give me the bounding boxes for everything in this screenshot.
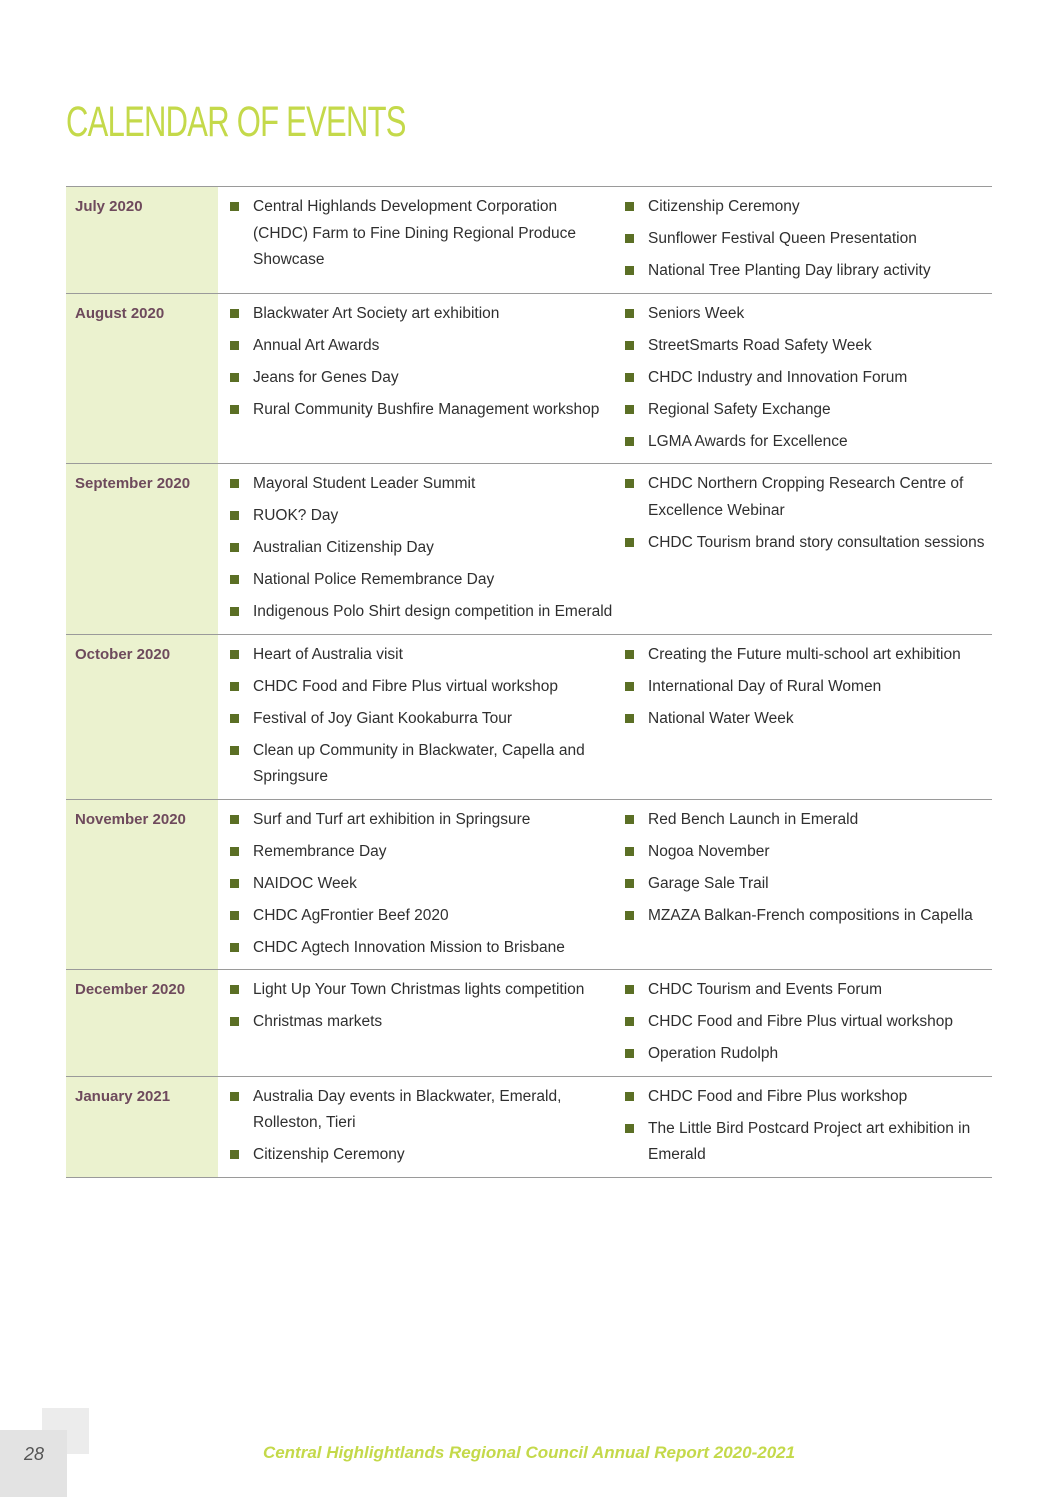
event-list (613, 800, 992, 938)
event-item (613, 1041, 992, 1068)
square-bullet-icon (625, 1092, 634, 1101)
event-text: CHDC Tourism brand story consultation sessions (648, 533, 985, 551)
event-text: Operation Rudolph (648, 1045, 779, 1062)
events-column (613, 293, 992, 464)
event-list (613, 294, 992, 464)
event-text: Seniors Week (648, 304, 745, 322)
event-text: Australian Citizenship Day (253, 539, 434, 556)
square-bullet-icon (625, 234, 634, 243)
square-bullet-icon (625, 202, 634, 211)
square-bullet-icon (625, 538, 634, 547)
event-item (218, 706, 613, 733)
event-item (613, 1084, 992, 1111)
month-row (66, 1076, 992, 1177)
square-bullet-icon (625, 650, 634, 659)
event-text: Annual Art Awards (253, 336, 380, 354)
event-item (218, 471, 613, 498)
event-item (218, 333, 613, 360)
event-text: Citizenship Ceremony (253, 1146, 405, 1163)
square-bullet-icon (625, 847, 634, 856)
event-item (218, 599, 613, 626)
square-bullet-icon (230, 650, 239, 659)
event-item (613, 429, 992, 456)
page-title: CALENDAR OF EVENTS (66, 98, 406, 146)
square-bullet-icon (230, 543, 239, 552)
square-bullet-icon (230, 607, 239, 616)
month-row (66, 799, 992, 970)
month-label: August 2020 (66, 293, 218, 464)
event-text: Sunflower Festival Queen Presentation (648, 230, 917, 247)
event-text: The Little Bird Postcard Project art exhibition in Emerald (648, 1119, 971, 1163)
square-bullet-icon (230, 405, 239, 414)
event-text: LGMA Awards for Excellence (648, 432, 848, 450)
events-column (218, 187, 613, 294)
event-item (613, 397, 992, 424)
event-item (218, 807, 613, 834)
event-item (613, 301, 992, 328)
square-bullet-icon (230, 815, 239, 824)
square-bullet-icon (625, 682, 634, 691)
event-item (613, 226, 992, 253)
month-label: October 2020 (66, 634, 218, 799)
event-text: RUOK? Day (253, 507, 339, 524)
event-text: Surf and Turf art exhibition in Springsure (253, 810, 531, 828)
events-column (613, 634, 992, 799)
event-item (613, 1009, 992, 1036)
events-column (218, 634, 613, 799)
event-item (613, 807, 992, 834)
event-text: Creating the Future multi-school art exhibition (648, 645, 961, 663)
square-bullet-icon (625, 373, 634, 382)
event-text: CHDC Tourism and Events Forum (648, 981, 883, 998)
event-text: Clean up Community in Blackwater, Capella and Springsure (253, 741, 585, 785)
event-text: National Tree Planting Day library activity (648, 262, 931, 279)
footer-report-title: Central Highlightlands Regional Council Annual Report 2020-2021 (262, 1443, 796, 1462)
events-column (613, 464, 992, 635)
events-column (613, 187, 992, 294)
event-item (218, 1009, 613, 1036)
event-text: Mayoral Student Leader Summit (253, 475, 476, 492)
square-bullet-icon (230, 943, 239, 952)
events-column (218, 464, 613, 635)
event-list (613, 464, 992, 564)
event-text: National Water Week (648, 709, 794, 727)
event-text: CHDC Northern Cropping Research Centre of Excellence Webinar (648, 475, 964, 519)
square-bullet-icon (625, 815, 634, 824)
event-item (218, 365, 613, 392)
event-item (218, 397, 613, 424)
event-item (613, 194, 992, 221)
square-bullet-icon (230, 373, 239, 382)
event-text: Nogoa November (648, 842, 770, 860)
square-bullet-icon (230, 847, 239, 856)
month-row (66, 293, 992, 464)
square-bullet-icon (230, 879, 239, 888)
square-bullet-icon (230, 341, 239, 350)
square-bullet-icon (625, 479, 634, 488)
event-item (218, 642, 613, 669)
event-text: Blackwater Art Society art exhibition (253, 304, 500, 322)
events-column (613, 799, 992, 970)
event-item (218, 903, 613, 930)
event-text: CHDC AgFrontier Beef 2020 (253, 906, 449, 924)
event-item (218, 871, 613, 898)
square-bullet-icon (625, 266, 634, 275)
event-text: CHDC Agtech Innovation Mission to Brisbane (253, 938, 565, 956)
event-text: Heart of Australia visit (253, 645, 403, 663)
square-bullet-icon (230, 575, 239, 584)
page-number: 28 (24, 1444, 45, 1464)
event-list (218, 464, 613, 634)
event-text: MZAZA Balkan-French compositions in Capella (648, 906, 973, 924)
square-bullet-icon (230, 1017, 239, 1026)
event-item (613, 471, 992, 524)
event-text: Light Up Your Town Christmas lights competition (253, 981, 585, 998)
square-bullet-icon (625, 1124, 634, 1133)
events-column (613, 970, 992, 1077)
month-label: November 2020 (66, 799, 218, 970)
square-bullet-icon (230, 511, 239, 520)
event-item (613, 977, 992, 1004)
square-bullet-icon (625, 405, 634, 414)
event-item (218, 1084, 613, 1137)
square-bullet-icon (625, 985, 634, 994)
event-item (613, 839, 992, 866)
calendar-body (66, 187, 992, 1178)
event-item (218, 503, 613, 530)
event-list (218, 970, 613, 1044)
event-text: International Day of Rural Women (648, 677, 882, 695)
event-item (218, 935, 613, 962)
event-item (218, 301, 613, 328)
event-item (218, 567, 613, 594)
event-text: NAIDOC Week (253, 874, 357, 892)
event-list (613, 970, 992, 1076)
square-bullet-icon (230, 309, 239, 318)
event-text: CHDC Food and Fibre Plus workshop (648, 1087, 908, 1105)
event-item (218, 839, 613, 866)
events-column (218, 799, 613, 970)
event-text: Indigenous Polo Shirt design competition in Emerald (253, 603, 613, 620)
square-bullet-icon (230, 1150, 239, 1159)
event-item (613, 333, 992, 360)
square-bullet-icon (230, 1092, 239, 1101)
month-row (66, 187, 992, 294)
event-item (613, 706, 992, 733)
event-item (613, 642, 992, 669)
square-bullet-icon (230, 746, 239, 755)
events-column (218, 1076, 613, 1177)
event-item (218, 194, 613, 274)
events-column (613, 1076, 992, 1177)
square-bullet-icon (625, 714, 634, 723)
event-text: Citizenship Ceremony (648, 198, 800, 215)
square-bullet-icon (625, 437, 634, 446)
square-bullet-icon (625, 1017, 634, 1026)
event-item (218, 535, 613, 562)
event-text: Christmas markets (253, 1013, 383, 1030)
event-text: Rural Community Bushfire Management workshop (253, 400, 600, 418)
event-text: Australia Day events in Blackwater, Emerald, Rolleston, Tieri (253, 1087, 562, 1131)
event-text: Central Highlands Development Corporation (CHDC) Farm to Fine Dining Regional Produce Showcase (253, 198, 577, 268)
event-text: CHDC Food and Fibre Plus virtual workshop (648, 1013, 953, 1030)
square-bullet-icon (230, 985, 239, 994)
event-list (613, 635, 992, 741)
event-list (218, 294, 613, 432)
square-bullet-icon (625, 309, 634, 318)
month-label: July 2020 (66, 187, 218, 294)
event-item (613, 871, 992, 898)
event-list (218, 800, 613, 970)
month-label: September 2020 (66, 464, 218, 635)
event-text: Red Bench Launch in Emerald (648, 810, 859, 828)
event-item (613, 674, 992, 701)
event-item (613, 903, 992, 930)
event-text: Regional Safety Exchange (648, 400, 831, 418)
event-list (613, 187, 992, 293)
month-row (66, 970, 992, 1077)
event-item (613, 258, 992, 285)
event-text: Garage Sale Trail (648, 874, 769, 892)
square-bullet-icon (625, 341, 634, 350)
event-text: Remembrance Day (253, 842, 387, 860)
event-text: National Police Remembrance Day (253, 571, 495, 588)
square-bullet-icon (230, 682, 239, 691)
event-item (218, 738, 613, 791)
event-item (218, 1142, 613, 1169)
month-label: January 2021 (66, 1076, 218, 1177)
square-bullet-icon (230, 911, 239, 920)
month-label: December 2020 (66, 970, 218, 1077)
event-item (613, 530, 992, 557)
event-text: Jeans for Genes Day (253, 368, 399, 386)
event-text: StreetSmarts Road Safety Week (648, 336, 872, 354)
square-bullet-icon (230, 714, 239, 723)
events-column (218, 293, 613, 464)
square-bullet-icon (625, 879, 634, 888)
event-list (613, 1077, 992, 1177)
event-list (218, 187, 613, 282)
square-bullet-icon (230, 479, 239, 488)
square-bullet-icon (625, 1049, 634, 1058)
event-item (218, 674, 613, 701)
event-list (218, 1077, 613, 1177)
calendar-table (66, 186, 992, 1178)
square-bullet-icon (625, 911, 634, 920)
event-item (218, 977, 613, 1004)
month-row (66, 464, 992, 635)
event-text: Festival of Joy Giant Kookaburra Tour (253, 709, 513, 727)
month-row (66, 634, 992, 799)
event-list (218, 635, 613, 799)
event-text: CHDC Industry and Innovation Forum (648, 368, 908, 386)
event-item (613, 365, 992, 392)
event-item (613, 1116, 992, 1169)
event-text: CHDC Food and Fibre Plus virtual workshop (253, 677, 558, 695)
events-column (218, 970, 613, 1077)
square-bullet-icon (230, 202, 239, 211)
